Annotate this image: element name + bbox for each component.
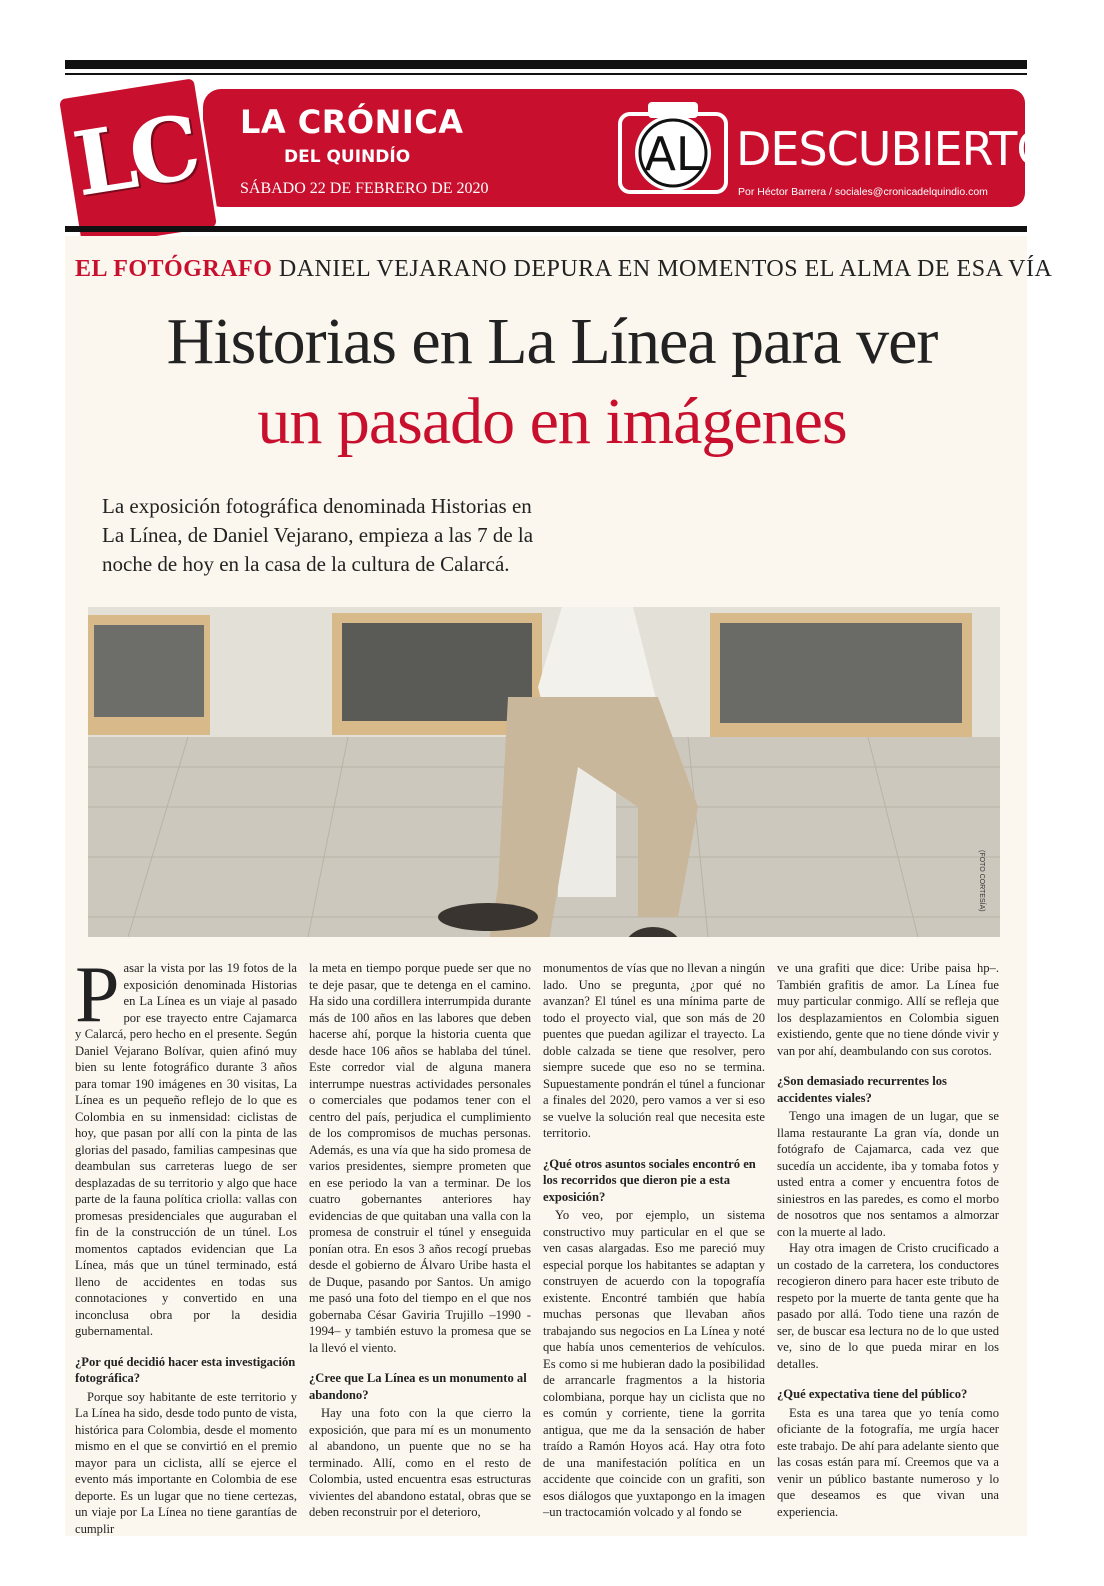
camera-label: AL	[644, 127, 702, 181]
photo-credit: (FOTO CORTESÍA)	[978, 850, 985, 912]
column-4-text: ve una grafiti que dice: Uribe paisa hp–. También grafitis de amor. La Línea fue muy particular conmigo. Allí se refleja que los desplazamientos en Colombia siguen existiendo, gente que no tiene dónde vivir y van por ahí, deambulando con sus corotos.	[777, 961, 999, 1058]
column-2-text: la meta en tiempo porque puede ser que no te deje pasar, que te detenga en el camino. Ha sido una cordillera interrumpida durante más de 100 años en las labores que deben hacerse ahí, porque la historia cuenta que desde hace 106 años se hablaba del túnel. Este corredor vial de alguna manera interrumpe nuestras actividades personales o comerciales que podamos tener con el centro del país, perjudica el cumplimiento de los compromisos de muchas personas. Además, es una vía que ha sido promesa de varios presidentes, siempre prometen que en ese periodo la van a terminar. De los cuatro gobernantes anteriores hay evidencias de que quitaban una valla con la promesa de construir el túnel y enseguida ponían otra. En esos 3 años recogí pruebas desde el gobierno de Álvaro Uribe hasta el de Duque, pasando por Santos. Un amigo me pasó una foto del tiempo en el que nos gobernaba César Gaviria Trujillo –1990 - 1994– y también estuvo la promesa que se la llevó el viento.	[309, 961, 531, 1355]
question-1: ¿Por qué decidió hacer esta investigación fotográfica?	[75, 1354, 296, 1385]
article-deck: La exposición fotográfica denominada Historias en La Línea, de Daniel Vejarano, empieza a las 7 de la noche de hoy en la casa de la cultura de Calarcá.	[102, 494, 534, 576]
answer-1: Porque soy habitante de este territorio y La Línea ha sido, desde todo punto de vista, histórica para Colombia, desde el momento mismo en el que se convirtió en el premio mayor para un ciclista, allí se ejerce el evento más importante en Colombia de ese deporte. Es un lugar que no tiene certezas, un viaje por La Línea no tiene garantías de cumplir	[75, 1389, 297, 1536]
byline: Por Héctor Barrera / sociales@cronicadelquindio.com	[738, 186, 988, 198]
issue-date: SÁBADO 22 DE FEBRERO DE 2020	[240, 180, 489, 197]
exhibition-photo	[88, 607, 1000, 937]
answer-3: Yo veo, por ejemplo, un sistema constructivo muy particular en el que se ven casas alargadas. Eso me pareció muy especial porque los habitantes se adaptan y construyen de acuerdo con la topografía existente. Encontré también que había muchas personas que llevaban años trabajando sus negocios en La Línea y noté que había unos cementerios de vehículos. Es como si me hubieran dado la posibilidad de arrancarle fragmentos a la historia colombiana, porque hay un ciclista que no es común y corriente, tiene la gorrita antigua, que me da la sensación de haber traído a Ramón Hoyos acá. Hay otra foto de una manifestación política en un accidente que coincide con un grafiti, son esos diálogos que yuxtapongo en la imagen –un tractocamión volcado y al fondo se	[543, 1208, 765, 1519]
column-1	[75, 951, 297, 1537]
question-5: ¿Qué expectativa tiene del público?	[777, 1387, 968, 1401]
headline-line-1: Historias en La Línea para ver	[166, 305, 938, 378]
answer-4: Tengo una imagen de un lugar, que se llama restaurante La gran vía, donde un fotógrafo de Cajamarca, cada vez que sucedía un accidente, iba y tomaba fotos y usted entra a comer y encuentra fotos de siniestros en las paredes, es como el morbo de nosotros que nos sentamos a almorzar con la muerte al lado.	[777, 1109, 999, 1239]
question-3: ¿Qué otros asuntos sociales encontró en los recorridos que dieron pie a esta exposición?	[543, 1156, 756, 1204]
answer-2: Hay una foto con la que cierro la exposición, que para mí es un monumento al abandono, un puente que no se ha terminado. Allí, como en el resto de Colombia, usted encuentra esas estructuras vivientes del abandono estatal, obras que se deben reconstruir por el deterioro,	[309, 1406, 531, 1519]
question-4: ¿Son demasiado recurrentes los accidentes viales?	[777, 1074, 947, 1105]
header-rule	[65, 226, 1027, 232]
top-rule-thin	[65, 73, 1027, 75]
top-rule	[65, 60, 1027, 69]
headline-line-2: un pasado en imágenes	[257, 385, 847, 458]
column-3	[543, 960, 765, 1521]
camera-icon	[618, 98, 728, 194]
lead-text: asar la vista por las 19 fotos de la exposición denominada Historias en La Línea es un viaje al pasado por ese trayecto entre Cajamarca y Calarcá, pero hecho en el presente. Según Daniel Vejarano Bolívar, quien afinó muy bien su lente fotográfico durante 3 años para tomar 190 imágenes en 30 visitas, La Línea es un pequeño reflejo de lo que es Colombia en su inmensidad: ciclistas de hoy, que pasan por allí con la pinta de las glorias del pasado, familias campesinas que deambulan sus carreteras luego de ser desplazadas de su territorio y algo que hace parte de la fauna política criolla: vallas con promesas presidenciales que auguraban el fin de la construcción de un túnel. Los momentos captados evidencian que La Línea, más que un túnel terminado, está lleno de accidentes en todas sus connotaciones y convertido en una inconclusa obra por la desidia gubernamental.	[75, 961, 297, 1338]
kicker	[75, 256, 1053, 283]
answer-5: Esta es una tarea que yo tenía como oficiante de la fotografía, me urgía hacer este trabajo. De ahí para adelante siento que las cosas están para mí. Creemos que va a venir un público bastante numeroso y lo que deseamos es que vivan una experiencia.	[777, 1405, 999, 1519]
column-4	[777, 960, 999, 1520]
question-2: ¿Cree que La Línea es un monumento al abandono?	[309, 1371, 527, 1402]
brand-name: LA CRÓNICA	[240, 103, 464, 141]
answer-4b: Hay otra imagen de Cristo crucificado a un costado de la carretera, los conductores recogieron dinero para hacer este tributo de respeto por la muerte de tanta gente que ha pasado por allá. Todo tiene una razón de ser, de buscar esa lectura no de lo que usted ve, sino de lo que pueda mirar en los detalles.	[777, 1241, 999, 1371]
kicker-rest: DANIEL VEJARANO DEPURA EN MOMENTOS EL ALMA DE ESA VÍA	[272, 256, 1053, 282]
kicker-bold: EL FOTÓGRAFO	[75, 256, 273, 282]
column-3-text: monumentos de vías que no llevan a ningún lado. Uno se pregunta, ¿por qué no avanzan? El túnel es una mínima parte de todo el proyecto vial, que son más de 20 puentes que puedan agilizar el trayecto. La doble calzada se tiene que resolver, pero siempre sucede que eso no se termina. Supuestamente pondrán el túnel a funcionar a finales del 2020, pero vamos a ver si eso se vuelve la solución real que necesita este territorio.	[543, 961, 765, 1140]
column-2	[309, 960, 531, 1521]
section-title: DESCUBIERTO	[736, 122, 1052, 176]
brand-subtitle: DEL QUINDÍO	[284, 147, 411, 167]
dropcap: P	[75, 951, 120, 1039]
lead-paragraph	[75, 951, 297, 1340]
logo-letters: LC	[66, 94, 202, 217]
